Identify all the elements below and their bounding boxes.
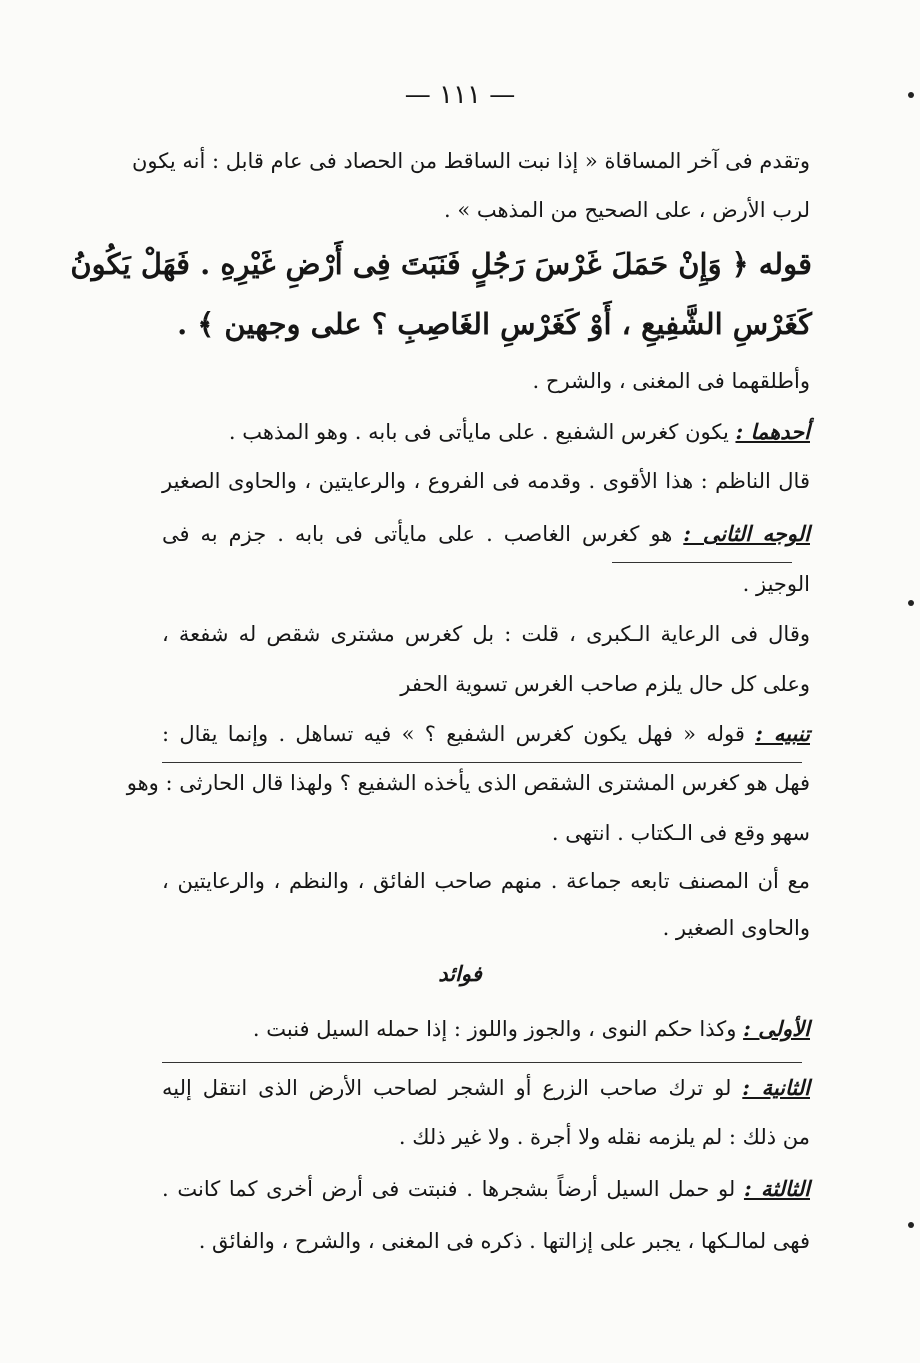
text-line-10: وقال فى الرعاية الـكبرى ، قلت : بل كغرس مشترى شقص له شفعة ، xyxy=(162,622,810,646)
divider-3 xyxy=(162,1062,802,1063)
text-line-11: وعلى كل حال يلزم صاحب الغرس تسوية الحفر xyxy=(400,672,810,696)
divider-2 xyxy=(162,762,802,763)
page-number: — ١١١ — xyxy=(404,80,516,110)
quote-line-1: قوله ﴿ وَإِنْ حَمَلَ غَرْسَ رَجُلٍ فَنَبَتَ فِى أَرْضِ غَيْرِهِ . فَهَلْ يَكُونُ xyxy=(70,247,812,281)
quote-line-2: كَغَرْسِ الشَّفِيعِ ، أَوْ كَغَرْسِ الغَاصِبِ ؟ على وجهين ﴾ . xyxy=(177,307,812,341)
text-line-20-body: لو حمل السيل أرضاً بشجرها . فنبتت فى أرض أخرى كما كانت . xyxy=(162,1177,736,1201)
text-line-17-body: وكذا حكم النوى ، والجوز واللوز : إذا حمله السيل فنبت . xyxy=(252,1017,737,1041)
label-f1: الأولى : xyxy=(743,1016,810,1041)
divider-1 xyxy=(612,562,792,563)
text-line-15: مع أن المصنف تابعه جماعة . منهم صاحب الفائق ، والنظم ، والرعايتين ، xyxy=(162,869,810,893)
margin-mark-2 xyxy=(908,600,914,606)
text-line-17 xyxy=(162,1015,810,1043)
text-line-20 xyxy=(162,1175,810,1203)
margin-mark-3 xyxy=(908,1222,914,1228)
text-line-7: قال الناظم : هذا الأقوى . وقدمه فى الفروع ، والرعايتين ، والحاوى الصغير xyxy=(162,469,810,493)
text-line-18 xyxy=(162,1074,810,1102)
label-f2: الثانية : xyxy=(742,1075,810,1100)
text-line-12 xyxy=(162,720,810,748)
text-line-6 xyxy=(162,418,810,446)
text-line-8-body: هو كغرس الغاصب . على مايأتى فى بابه . جزم به فى xyxy=(162,522,673,546)
text-line-8 xyxy=(162,520,810,548)
text-line-1: وتقدم فى آخر المساقاة « إذا نبت الساقط من الحصاد فى عام قابل : أنه يكون xyxy=(131,149,810,173)
text-line-21: فهى لمالـكها ، يجبر على إزالتها . ذكره فى المغنى ، والشرح ، والفائق . xyxy=(198,1229,810,1253)
label-f3: الثالثة : xyxy=(743,1176,810,1201)
label-second: الوجه الثانى : xyxy=(683,521,810,546)
section-heading: فوائد xyxy=(438,961,482,986)
text-line-12-body: قوله « فهل يكون كغرس الشفيع ؟ » فيه تساهل . وإنما يقال : xyxy=(162,722,745,746)
text-line-16: والحاوى الصغير . xyxy=(662,916,810,940)
text-line-9: الوجيز . xyxy=(742,572,810,596)
text-line-2: لرب الأرض ، على الصحيح من المذهب » . xyxy=(443,198,810,222)
margin-mark-1 xyxy=(908,92,914,98)
text-line-19: من ذلك : لم يلزمه نقله ولا أجرة . ولا غير ذلك . xyxy=(398,1125,810,1149)
text-line-18-body: لو ترك صاحب الزرع أو الشجر لصاحب الأرض الذى انتقل إليه xyxy=(162,1076,732,1100)
text-line-14: سهو وقع فى الـكتاب . انتهى . xyxy=(551,821,810,845)
text-line-5: وأطلقهما فى المغنى ، والشرح . xyxy=(532,369,810,393)
text-line-13: فهل هو كغرس المشترى الشقص الذى يأخذه الشفيع ؟ ولهذا قال الحارثى : وهو xyxy=(126,771,810,795)
label-note: تنبيه : xyxy=(755,721,810,746)
text-line-6-body: يكون كغرس الشفيع . على مايأتى فى بابه . وهو المذهب . xyxy=(228,420,729,444)
label-first: أحدهما : xyxy=(735,419,810,444)
